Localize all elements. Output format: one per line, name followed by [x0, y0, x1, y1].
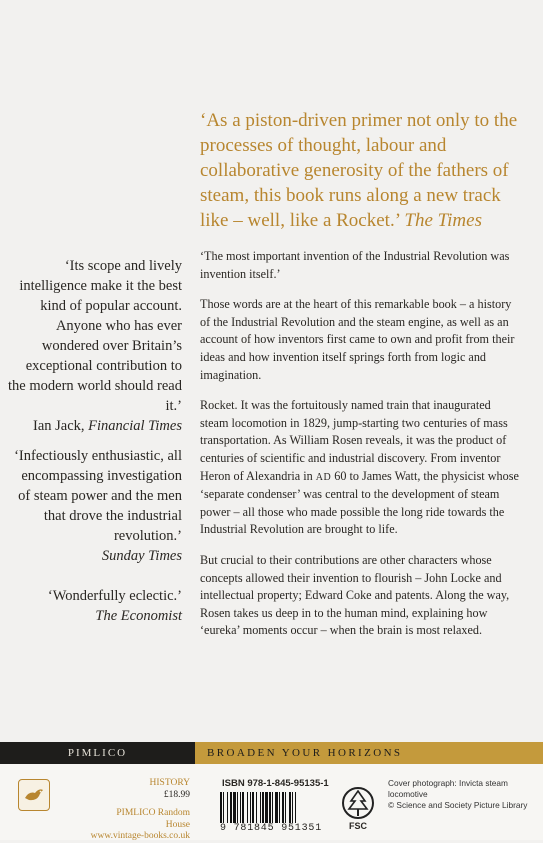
barcode-bar: [237, 792, 238, 824]
barcode-bar: [260, 792, 261, 824]
isbn-label: ISBN 978-1-845-95135-1: [222, 778, 329, 789]
publisher-info: [90, 778, 190, 843]
barcode-number: 9 781845 951351: [220, 823, 323, 834]
side-quote-3-source: The Economist: [95, 608, 182, 624]
side-quote-2: [7, 446, 182, 566]
barcode-bar: [247, 792, 248, 824]
blurb-paragraph-1: ‘The most important invention of the Industrial Revolution was invention itself.’: [200, 249, 510, 281]
barcode-bar: [250, 792, 251, 824]
bird-icon: [22, 785, 46, 805]
pimlico-bird-logo-icon: [18, 779, 50, 811]
era-abbreviation: AD: [315, 471, 332, 483]
barcode-bar: [240, 792, 241, 824]
barcode-bar: [289, 792, 291, 824]
series-tagline: BROADEN YOUR HORIZONS: [195, 742, 543, 764]
side-quote-1: [7, 256, 182, 436]
blurb-body: [200, 248, 520, 653]
fsc-label: FSC: [349, 821, 367, 831]
barcode-bar: [275, 792, 278, 824]
credit-line-1: Cover photograph: Invicta steam locomotive: [388, 778, 508, 799]
side-quote-1-source: Financial Times: [88, 418, 182, 434]
barcode-bar: [262, 792, 264, 824]
top-quote-source: The Times: [404, 210, 482, 231]
barcode-bar: [292, 792, 293, 824]
barcode-bar: [252, 792, 254, 824]
side-quote-1-author: Ian Jack,: [32, 418, 85, 434]
barcode-bar: [230, 792, 232, 824]
side-quote-2-source: Sunday Times: [101, 548, 182, 564]
publisher-website: www.vintage-books.co.uk: [90, 831, 190, 841]
publisher-name: PIMLICO Random House: [116, 808, 190, 830]
barcode-bar: [220, 792, 222, 824]
price: £18.99: [163, 789, 190, 800]
barcode-bar: [242, 792, 244, 824]
category-label: HISTORY: [149, 778, 190, 788]
imprint-name: PIMLICO: [0, 742, 195, 764]
barcode-bar: [223, 792, 224, 824]
cover-credit: [388, 778, 538, 811]
barcode-bar: [269, 792, 271, 824]
top-quote-text: ‘As a piston-driven primer not only to the processes of thought, labour and collaborative generosity of the fathers of steam, this book runs along a new track like – well, like a Rocket.’: [200, 110, 518, 231]
side-quote-3: [7, 586, 182, 626]
barcode-bar: [295, 792, 296, 824]
blurb-paragraph-4: But crucial to their contributions are other characters whose concepts allowed their invention to flourish – John Locke and intellectual property; Edward Coke and patents. Along the way, Rosen takes us deep in to the human mind, explaining how ‘eureka’ moments occur – when the brain is most relaxed.: [200, 552, 510, 638]
side-quote-2-text: ‘Infectiously enthusiastic, all encompassing investigation of steam power and the men that drove the industrial revolution.’: [14, 448, 182, 544]
top-review-quote: [200, 108, 530, 233]
series-band: [0, 742, 543, 764]
credit-line-2: © Science and Society Picture Library: [388, 800, 528, 810]
barcode-bar: [233, 792, 236, 824]
blurb-paragraph-2: Those words are at the heart of this remarkable book – a history of the Industrial Revolution and the steam engine, as well as an account of how inventors first came to own and profit from their ideas and how invention itself springs forth from logic and imagination.: [200, 297, 515, 382]
barcode-bar: [227, 792, 228, 824]
barcode-bar: [272, 792, 273, 824]
blurb-paragraph-3: [200, 397, 520, 539]
barcode-bar: [282, 792, 284, 824]
barcode-bar: [285, 792, 286, 824]
barcode-bar: [256, 792, 257, 824]
blurb-paragraph-3-start: Rocket. It was the fortuitously named train that inaugurated steam locomotion in 1829, jump-starting two centuries of mass transportation. As William Rosen reveals, it was the product of centuries of scientific and industrial discovery. From inventor Heron of Alexandria in: [200, 398, 508, 483]
barcode-bar: [265, 792, 268, 824]
side-quote-1-text: ‘Its scope and lively intelligence make it the best kind of popular account. Anyone who has ever wondered over Britain’s exceptional contribution to the modern world should read it.’: [8, 258, 182, 414]
side-quote-3-text: ‘Wonderfully eclectic.’: [47, 588, 182, 604]
blurb-paragraph-3-end: 60 to James Watt, the physicist whose ‘separate condenser’ was central to the development of steam power – all those who made possible the long ride towards the Industrial Revolution are brought to life.: [200, 468, 519, 537]
barcode-bar: [279, 792, 280, 824]
